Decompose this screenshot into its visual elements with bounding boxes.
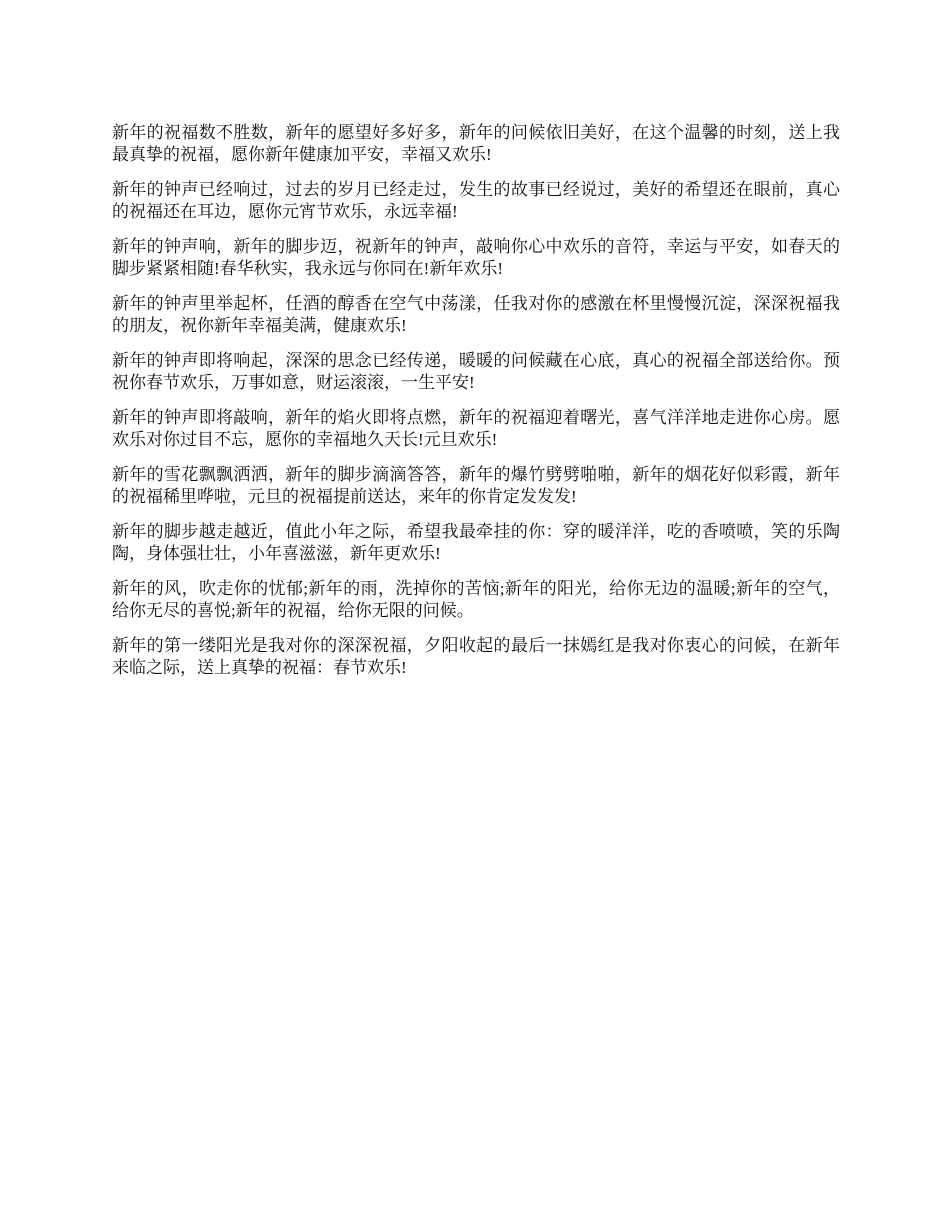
paragraph-10: 新年的第一缕阳光是我对你的深深祝福，夕阳收起的最后一抹嫣红是我对你衷心的问候，在新年来临之际，送上真挚的祝福：春节欢乐! (112, 636, 840, 677)
document-body (112, 122, 840, 692)
paragraph-6: 新年的钟声即将敲响，新年的焰火即将点燃，新年的祝福迎着曙光，喜气洋洋地走进你心房。愿欢乐对你过目不忘，愿你的幸福地久天长!元旦欢乐! (112, 408, 840, 449)
paragraph-5: 新年的钟声即将响起，深深的思念已经传递，暖暖的问候藏在心底，真心的祝福全部送给你。预祝你春节欢乐，万事如意，财运滚滚，一生平安! (112, 351, 840, 392)
paragraph-9: 新年的风，吹走你的忧郁;新年的雨，洗掉你的苦恼;新年的阳光，给你无边的温暖;新年的空气，给你无尽的喜悦;新年的祝福，给你无限的问候。 (112, 579, 840, 620)
paragraph-8: 新年的脚步越走越近，值此小年之际，希望我最牵挂的你：穿的暖洋洋，吃的香喷喷，笑的乐陶陶，身体强壮壮，小年喜滋滋，新年更欢乐! (112, 522, 840, 563)
paragraph-7: 新年的雪花飘飘洒洒，新年的脚步滴滴答答，新年的爆竹劈劈啪啪，新年的烟花好似彩霞，新年的祝福稀里哗啦，元旦的祝福提前送达，来年的你肯定发发发! (112, 465, 840, 506)
paragraph-2: 新年的钟声已经响过，过去的岁月已经走过，发生的故事已经说过，美好的希望还在眼前，真心的祝福还在耳边，愿你元宵节欢乐，永远幸福! (112, 180, 840, 221)
paragraph-3: 新年的钟声响，新年的脚步迈，祝新年的钟声，敲响你心中欢乐的音符，幸运与平安，如春天的脚步紧紧相随!春华秋实，我永远与你同在!新年欢乐! (112, 237, 840, 278)
paragraph-1: 新年的祝福数不胜数，新年的愿望好多好多，新年的问候依旧美好，在这个温馨的时刻，送上我最真挚的祝福，愿你新年健康加平安，幸福又欢乐! (112, 123, 840, 164)
paragraph-4: 新年的钟声里举起杯，任酒的醇香在空气中荡漾，任我对你的感激在杯里慢慢沉淀，深深祝福我的朋友，祝你新年幸福美满，健康欢乐! (112, 294, 840, 335)
